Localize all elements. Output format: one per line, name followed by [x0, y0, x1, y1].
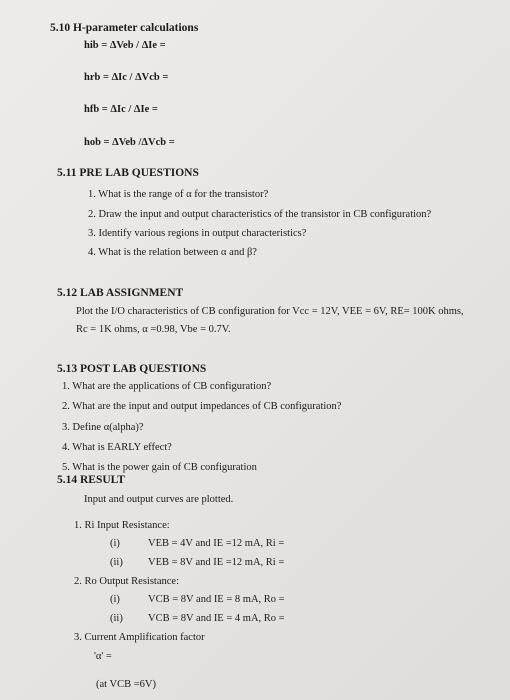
postlab-question-5: 5. What is the power gain of CB configuration	[62, 462, 257, 473]
result-item-1: 1. Ri Input Resistance:	[74, 520, 170, 531]
section-5-12-heading: 5.12 LAB ASSIGNMENT	[57, 287, 184, 299]
formula-hob: hob = ΔVeb /ΔVcb =	[84, 137, 175, 148]
section-5-13-heading: 5.13 POST LAB QUESTIONS	[57, 363, 207, 375]
formula-hib: hib = ΔVeb / ΔIe =	[84, 40, 166, 51]
alpha-value: 'α' =	[94, 651, 112, 662]
lab-assignment-line-2: Rc = 1K ohms, α =0.98, Vbe = 0.7V.	[76, 324, 231, 335]
prelab-question-3: 3. Identify various regions in output characteristics?	[88, 228, 307, 239]
result-2-i-label: (i)	[110, 594, 120, 605]
result-intro: Input and output curves are plotted.	[84, 494, 234, 505]
postlab-question-3: 3. Define α(alpha)?	[62, 422, 144, 433]
result-2-ii-label: (ii)	[110, 613, 123, 624]
postlab-question-4: 4. What is EARLY effect?	[62, 442, 172, 453]
result-1-i-label: (i)	[110, 538, 120, 549]
formula-hfb: hfb = ΔIc / ΔIe =	[84, 104, 158, 115]
prelab-question-4: 4. What is the relation between α and β?	[88, 247, 257, 258]
result-1-i-text: VEB = 4V and IE =12 mA, Ri =	[148, 538, 285, 549]
postlab-question-1: 1. What are the applications of CB configuration?	[62, 381, 272, 392]
postlab-question-2: 2. What are the input and output impedances of CB configuration?	[62, 401, 342, 412]
result-item-3: 3. Current Amplification factor	[74, 632, 205, 643]
result-2-ii-text: VCB = 8V and IE = 4 mA, Ro =	[148, 613, 285, 624]
result-1-ii-label: (ii)	[110, 557, 123, 568]
result-item-2: 2. Ro Output Resistance:	[74, 576, 179, 587]
section-5-14-heading: 5.14 RESULT	[57, 474, 125, 486]
lab-assignment-line-1: Plot the I/O characteristics of CB configuration for Vcc = 12V, VEE = 6V, RE= 100K ohms,	[76, 306, 464, 317]
formula-hrb: hrb = ΔIc / ΔVcb =	[84, 72, 169, 83]
result-1-ii-text: VEB = 8V and IE =12 mA, Ri =	[148, 557, 285, 568]
section-5-10-heading: 5.10 H-parameter calculations	[50, 22, 199, 34]
section-5-11-heading: 5.11 PRE LAB QUESTIONS	[57, 167, 199, 179]
alpha-condition: (at VCB =6V)	[96, 679, 156, 690]
prelab-question-1: 1. What is the range of α for the transistor?	[88, 189, 269, 200]
prelab-question-2: 2. Draw the input and output characteristics of the transistor in CB configuration?	[88, 209, 432, 220]
result-2-i-text: VCB = 8V and IE = 8 mA, Ro =	[148, 594, 285, 605]
